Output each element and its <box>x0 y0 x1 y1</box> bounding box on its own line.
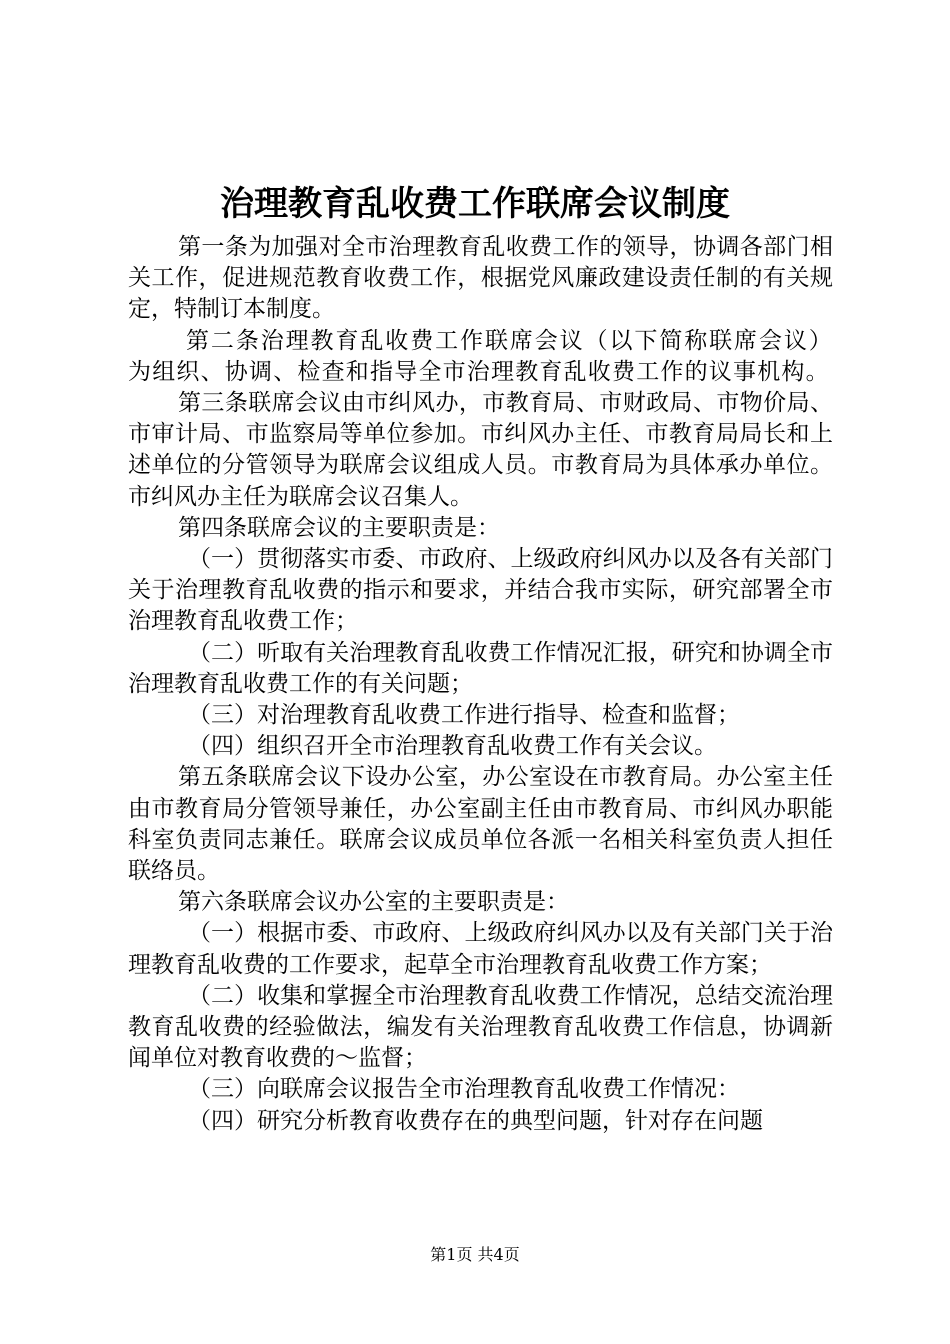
article-6-item-2: （二）收集和掌握全市治理教育乱收费工作情况，总结交流治理教育乱收费的经验做法，编发有关治理教育乱收费工作信息，协调新闻单位对教育收费的～监督； <box>128 982 833 1072</box>
article-2: 第二条治理教育乱收费工作联席会议（以下简称联席会议）为组织、协调、检查和指导全市治理教育乱收费工作的议事机构。 <box>128 327 833 385</box>
article-6-item-4: （四）研究分析教育收费存在的典型问题，针对存在问题 <box>188 1107 763 1134</box>
document-title: 治理教育乱收费工作联席会议制度 <box>220 184 730 224</box>
article-4-item-1: （一）贯彻落实市委、市政府、上级政府纠风办以及各有关部门关于治理教育乱收费的指示和要求，并结合我市实际，研究部署全市治理教育乱收费工作； <box>128 546 833 635</box>
article-6-item-1: （一）根据市委、市政府、上级政府纠风办以及有关部门关于治理教育乱收费的工作要求，起草全市治理教育乱收费工作方案； <box>128 920 833 978</box>
article-4-item-4: （四）组织召开全市治理教育乱收费工作有关会议。 <box>188 733 717 760</box>
document-body <box>128 232 833 1137</box>
article-3: 第三条联席会议由市纠风办，市教育局、市财政局、市物价局、市审计局、市监察局等单位参加。市纠风办主任、市教育局局长和上述单位的分管领导为联席会议组成人员。市教育局为具体承办单位。市纠风办主任为联席会议召集人。 <box>128 390 833 510</box>
article-6-item-3: （三）向联席会议报告全市治理教育乱收费工作情况： <box>188 1076 740 1103</box>
article-4-item-2: （二）听取有关治理教育乱收费工作情况汇报，研究和协调全市治理教育乱收费工作的有关问题； <box>128 639 833 697</box>
article-4-item-3: （三）对治理教育乱收费工作进行指导、检查和监督； <box>188 702 740 729</box>
article-5: 第五条联席会议下设办公室，办公室设在市教育局。办公室主任由市教育局分管领导兼任，办公室副主任由市教育局、市纠风办职能科室负责同志兼任。联席会议成员单位各派一名相关科室负责人担任联络员。 <box>128 764 833 885</box>
article-4: 第四条联席会议的主要职责是： <box>178 514 500 541</box>
article-1: 第一条为加强对全市治理教育乱收费工作的领导，协调各部门相关工作，促进规范教育收费工作，根据党风廉政建设责任制的有关规定，特制订本制度。 <box>128 234 833 323</box>
article-6: 第六条联席会议办公室的主要职责是： <box>178 889 569 916</box>
page-number-footer: 第1页 共4页 <box>430 1245 520 1264</box>
